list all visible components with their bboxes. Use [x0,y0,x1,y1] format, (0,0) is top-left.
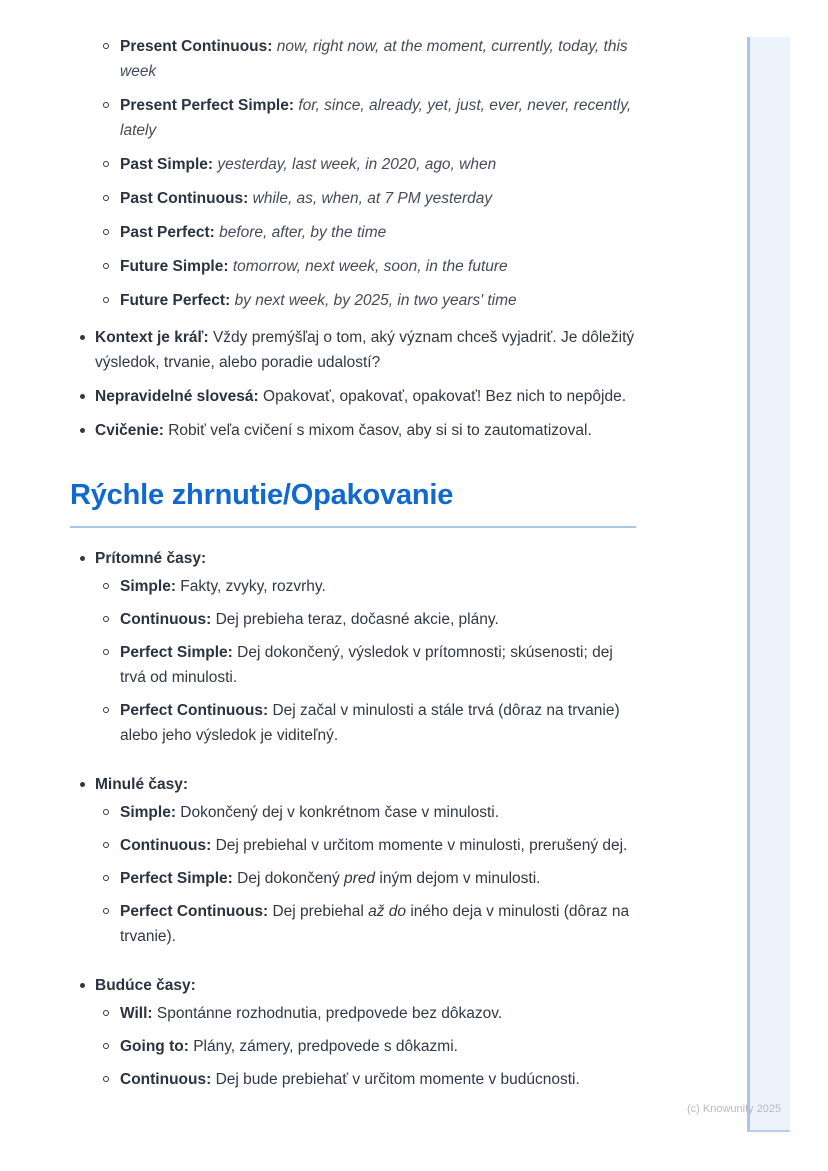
list-item-text [120,899,636,949]
hollow-bullet-icon [103,698,120,723]
list-item [103,1001,580,1026]
list-item-text [120,607,636,632]
tense-label: Past Perfect: [120,224,215,241]
hollow-bullet-icon [103,186,120,211]
list-item [103,574,636,599]
list-item [70,325,636,375]
tip-label: Kontext je kráľ: [95,329,209,346]
list-item-text [120,254,636,279]
signal-words: now, right now, at the moment, currently, today, this week [120,38,628,80]
filled-bullet-icon [80,325,95,350]
list-item-text [120,574,636,599]
item-text: Fakty, zvyky, rozvrhy. [180,578,326,595]
group-sublist [103,574,636,756]
item-text: Plány, zámery, predpovede s dôkazmi. [193,1038,458,1055]
group-sublist [103,1001,580,1100]
list-item-text [95,418,636,443]
signal-words-list [103,34,636,313]
group-label: Minulé časy: [95,776,189,793]
tip-label: Nepravidelné slovesá: [95,388,259,405]
hollow-bullet-icon [103,1001,120,1026]
item-label: Perfect Continuous: [120,702,269,719]
item-label: Continuous: [120,1071,212,1088]
filled-bullet-icon [80,546,95,571]
signal-words: while, as, when, at 7 PM yesterday [252,190,493,207]
hollow-bullet-icon [103,220,120,245]
item-text: Dokončený dej v konkrétnom čase v minulosti. [180,804,500,821]
group-present-tenses [70,546,636,756]
group-past-tenses [70,772,636,957]
item-text: Dej začal v minulosti a stále trvá (dôraz na trvanie) alebo jeho výsledok je viditeľný. [120,702,620,744]
item-text-post: iným dejom v minulosti. [379,870,541,887]
list-item [103,833,636,858]
item-label: Simple: [120,578,176,595]
watermark: (c) Knowunity 2025 [687,1103,782,1115]
list-item [103,640,636,690]
list-item-text [120,220,636,245]
hollow-bullet-icon [103,833,120,858]
group-future-tenses [70,973,636,1100]
item-text-pre: Dej prebiehal [272,903,364,920]
tips-list [70,325,636,443]
group-sublist [103,800,636,957]
filled-bullet-icon [80,418,95,443]
list-item-text [120,1067,580,1092]
group-label: Budúce časy: [95,977,196,994]
tense-label: Future Perfect: [120,292,231,309]
hollow-bullet-icon [103,288,120,313]
hollow-bullet-icon [103,152,120,177]
tip-text: Vždy premýšľaj o tom, aký význam chceš vyjadriť. Je dôležitý výsledok, trvanie, alebo poradie udalostí? [95,329,635,371]
item-label: Perfect Simple: [120,870,233,887]
item-label: Continuous: [120,837,212,854]
item-text: Dej dokončený, výsledok v prítomnosti; skúsenosti; dej trvá od minulosti. [120,644,613,686]
list-item [103,698,636,748]
list-item-text [120,1001,580,1026]
group-label-text [95,772,188,797]
item-text: Dej bude prebiehať v určitom momente v budúcnosti. [215,1071,580,1088]
list-item-text [95,384,636,409]
list-item [70,384,636,409]
signal-words: yesterday, last week, in 2020, ago, when [217,156,497,173]
item-label: Perfect Simple: [120,644,233,661]
group-label-text [95,973,196,998]
page-edge-strip [747,37,790,1132]
list-item [103,800,636,825]
item-text-emphasis: pred [344,870,376,887]
tense-label: Past Continuous: [120,190,249,207]
item-text-pre: Dej dokončený [237,870,340,887]
item-label: Will: [120,1005,153,1022]
list-item [103,899,636,949]
hollow-bullet-icon [103,607,120,632]
hollow-bullet-icon [103,866,120,891]
list-item [103,34,636,84]
item-text-emphasis: až do [368,903,407,920]
signal-words: tomorrow, next week, soon, in the future [232,258,508,275]
item-text: Dej prebiehal v určitom momente v minulosti, prerušený dej. [215,837,628,854]
tense-label: Past Simple: [120,156,214,173]
signal-words: for, since, already, yet, just, ever, never, recently, lately [120,97,632,139]
list-item [70,418,636,443]
hollow-bullet-icon [103,899,120,924]
list-item [103,607,636,632]
item-label: Simple: [120,804,176,821]
list-item [103,1067,580,1092]
heading-divider [70,526,636,528]
list-item-text [120,1034,580,1059]
list-item [103,1034,580,1059]
group-label-text [95,546,206,571]
list-item-text [120,93,636,143]
tip-text: Opakovať, opakovať, opakovať! Bez nich to nepôjde. [263,388,626,405]
tip-text: Robiť veľa cvičení s mixom časov, aby si si to zautomatizoval. [168,422,592,439]
signal-words: before, after, by the time [219,224,387,241]
group-header [70,973,196,998]
hollow-bullet-icon [103,93,120,118]
list-item-text [120,800,636,825]
section-heading: Rýchle zhrnutie/Opakovanie [70,479,454,511]
list-item-text [120,34,636,84]
item-text-post: iného deja v minulosti (dôraz na trvanie). [120,903,630,945]
list-item [103,186,636,211]
list-item [103,220,636,245]
list-item [103,254,636,279]
list-item-text [95,325,636,375]
list-item [103,866,636,891]
hollow-bullet-icon [103,800,120,825]
hollow-bullet-icon [103,34,120,59]
hollow-bullet-icon [103,640,120,665]
item-text: Dej prebieha teraz, dočasné akcie, plány. [215,611,499,628]
list-item-text [120,152,636,177]
filled-bullet-icon [80,384,95,409]
summary-groups-list [70,546,636,1100]
item-text: Spontánne rozhodnutia, predpovede bez dôkazov. [156,1005,503,1022]
group-header [70,772,188,797]
list-item-text [120,640,636,690]
filled-bullet-icon [80,973,95,998]
filled-bullet-icon [80,772,95,797]
tense-label: Present Continuous: [120,38,273,55]
list-item-text [120,288,636,313]
hollow-bullet-icon [103,1067,120,1092]
group-header [70,546,206,571]
list-item [103,152,636,177]
hollow-bullet-icon [103,574,120,599]
list-item [103,288,636,313]
list-item-text [120,866,636,891]
item-label: Going to: [120,1038,189,1055]
list-item-text [120,833,636,858]
tense-label: Present Perfect Simple: [120,97,295,114]
document-content [70,34,636,1116]
item-label: Perfect Continuous: [120,903,269,920]
list-item-text [120,186,636,211]
tip-label: Cvičenie: [95,422,164,439]
item-label: Continuous: [120,611,212,628]
tense-label: Future Simple: [120,258,229,275]
list-item [103,93,636,143]
signal-words: by next week, by 2025, in two years' time [234,292,517,309]
hollow-bullet-icon [103,1034,120,1059]
list-item-text [120,698,636,748]
hollow-bullet-icon [103,254,120,279]
group-label: Prítomné časy: [95,550,207,567]
